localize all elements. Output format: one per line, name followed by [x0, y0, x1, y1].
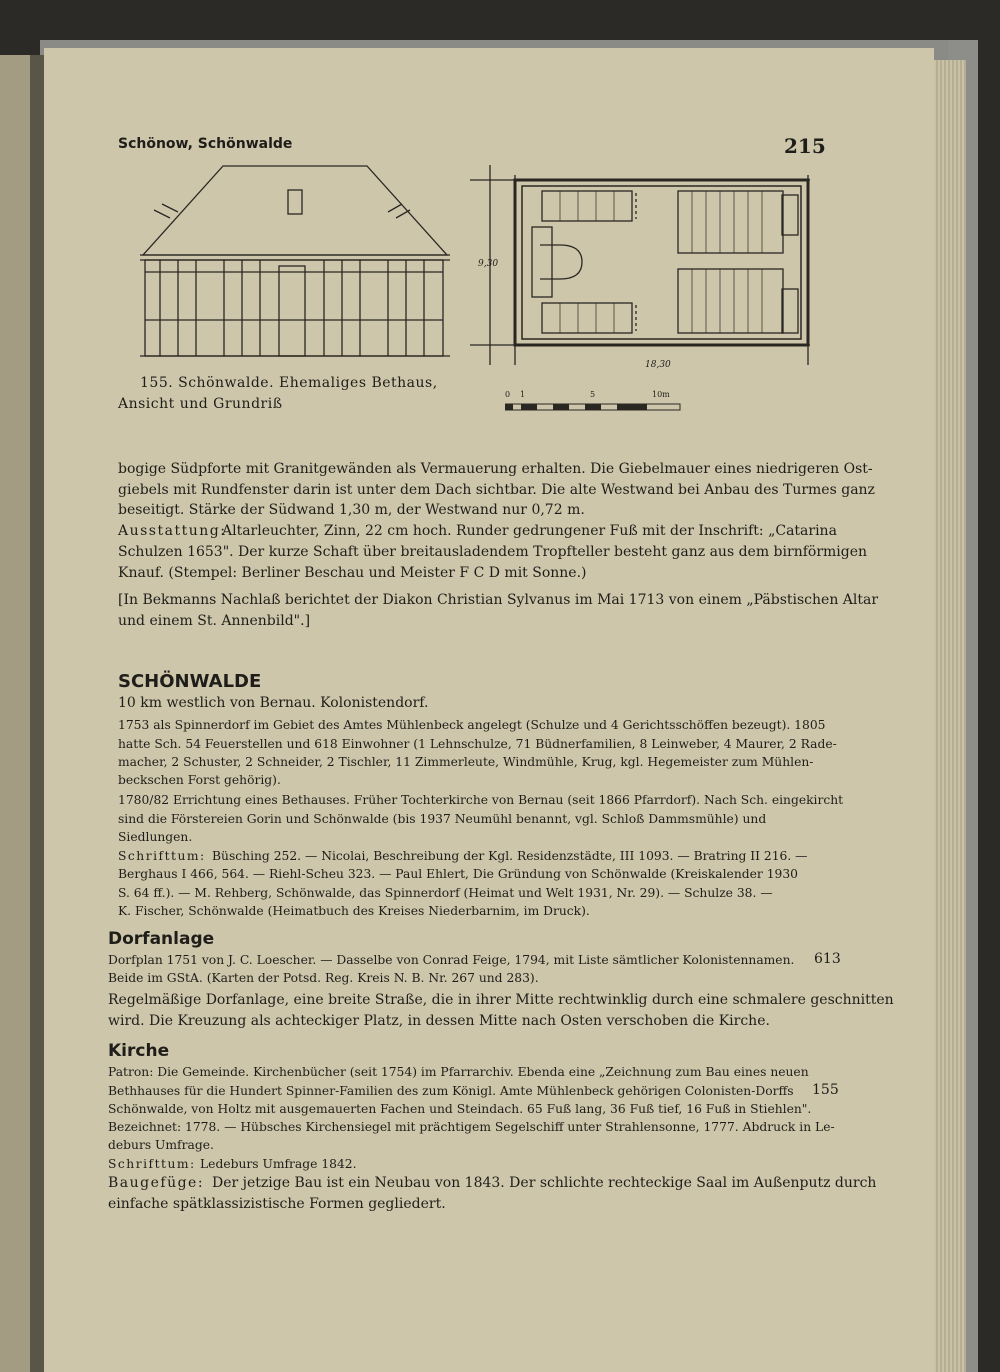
small-line: Bethhauses für die Hundert Spinner-Familien des zum Königl. Amte Mühlenbeck gehörigen Colonisten-Dorffs — [108, 1084, 794, 1098]
body-line: beseitigt. Stärke der Südwand 1,30 m, der Westwand nur 0,72 m. — [118, 502, 585, 518]
scale-label-10m: 10m — [652, 390, 670, 399]
small-line: hatte Sch. 54 Feuerstellen und 618 Einwohner (1 Lehnschulze, 71 Büdnerfamilien, 8 Leinweber, 4 Maurer, 2 Rade- — [118, 737, 837, 751]
page-edges — [930, 60, 966, 1372]
body-line: wird. Die Kreuzung als achteckiger Platz, in dessen Mitte nach Osten verschoben die Kirche. — [108, 1013, 770, 1029]
small-line: deburs Umfrage. — [108, 1138, 214, 1152]
small-line: Ledeburs Umfrage 1842. — [200, 1157, 357, 1171]
small-line: K. Fischer, Schönwalde (Heimatbuch des Kreises Niederbarnim, im Druck). — [118, 904, 590, 918]
body-line: einfache spätklassizistische Formen gegliedert. — [108, 1196, 446, 1212]
small-line: S. 64 ff.). — M. Rehberg, Schönwalde, das Spinnerdorf (Heimat und Welt 1931, Nr. 29). — Schulze 38. — — [118, 886, 773, 900]
gutter — [30, 55, 44, 1372]
body-line: und einem St. Annenbild".] — [118, 613, 311, 629]
scale-bar — [505, 400, 685, 414]
small-line: Dorfplan 1751 von J. C. Loescher. — Dasselbe von Conrad Feige, 1794, mit Liste sämtlicher Kolonistennamen. — [108, 953, 795, 967]
scale-label-0: 0 — [505, 390, 511, 399]
floor-plan-drawing — [470, 165, 830, 380]
margin-reference: 155 — [812, 1082, 839, 1098]
running-header: Schönow, Schönwalde — [118, 136, 293, 152]
small-line: Büsching 252. — Nicolai, Beschreibung der Kgl. Residenzstädte, III 1093. — Bratring II 216. — — [212, 849, 808, 863]
body-line: [In Bekmanns Nachlaß berichtet der Diakon Christian Sylvanus im Mai 1713 von einem „Päbstischen Altar — [118, 592, 879, 608]
body-line: giebels mit Rundfenster darin ist unter dem Dach sichtbar. Die alte Westwand bei Anbau des Turmes ganz — [118, 482, 875, 498]
small-line: 1753 als Spinnerdorf im Gebiet des Amtes Mühlenbeck angelegt (Schulze und 4 Gerichtsschöffen bezeugt). 1805 — [118, 718, 826, 732]
small-line: macher, 2 Schuster, 2 Schneider, 2 Tischler, 11 Zimmerleute, Windmühle, Krug, kgl. Hegemeister zum Mühlen- — [118, 755, 814, 769]
small-line: Bezeichnet: 1778. — Hübsches Kirchensiegel mit prächtigem Segelschiff unter Strahlensonne, 1777. Abdruck in Le- — [108, 1120, 835, 1134]
body-line: Regelmäßige Dorfanlage, eine breite Straße, die in ihrer Mitte rechtwinklig durch eine schmalere geschnitten — [108, 992, 894, 1008]
baugefuege-label: Baugefüge: — [108, 1175, 205, 1191]
margin-reference: 613 — [814, 951, 841, 967]
small-line: Beide im GStA. (Karten der Potsd. Reg. Kreis N. B. Nr. 267 und 283). — [108, 971, 539, 985]
schrifttum-label: Schrifttum: — [118, 849, 206, 863]
section-heading: SCHÖNWALDE — [118, 671, 262, 692]
small-line: sind die Förstereien Gorin und Schönwalde (bis 1937 Neumühl benannt, vgl. Schloß Dammsmühle) und — [118, 812, 767, 826]
small-line: Berghaus I 466, 564. — Riehl-Scheu 323. — Paul Ehlert, Die Gründung von Schönwalde (Kreiskalender 1930 — [118, 867, 798, 881]
small-line: Siedlungen. — [118, 830, 193, 844]
body-line: Der jetzige Bau ist ein Neubau von 1843. Der schlichte rechteckige Saal im Außenputz durch — [212, 1175, 877, 1191]
subsection-heading: Dorfanlage — [108, 929, 215, 949]
small-line: Schönwalde, von Holtz mit ausgemauerten Fachen und Steindach. 65 Fuß lang, 36 Fuß tief, 16 Fuß in Stiehlen". — [108, 1102, 812, 1116]
body-line: Schulzen 1653". Der kurze Schaft über breitausladendem Tropfteller besteht ganz aus dem birnförmigen — [118, 544, 868, 560]
scale-label-1: 1 — [520, 390, 526, 399]
subsection-heading: Kirche — [108, 1041, 170, 1061]
dim-height-label: 9,30 — [478, 259, 499, 269]
small-line: Patron: Die Gemeinde. Kirchenbücher (seit 1754) im Pfarrarchiv. Ebenda eine „Zeichnung zum Bau eines neuen — [108, 1065, 809, 1079]
body-line: Knauf. (Stempel: Berliner Beschau und Meister F C D mit Sonne.) — [118, 565, 587, 581]
elevation-drawing — [140, 160, 450, 365]
small-line: 1780/82 Errichtung eines Bethauses. Früher Tochterkirche von Bernau (seit 1866 Pfarrdorf). Nach Sch. eingekircht — [118, 793, 844, 807]
small-line: beckschen Forst gehörig). — [118, 773, 281, 787]
schrifttum-label: Schrifttum: — [108, 1157, 196, 1171]
body-line: Altarleuchter, Zinn, 22 cm hoch. Runder gedrungener Fuß mit der Inschrift: „Catarina — [222, 523, 837, 539]
body-line: 10 km westlich von Bernau. Kolonistendorf. — [118, 695, 429, 711]
body-line: bogige Südpforte mit Granitgewänden als Vermauerung erhalten. Die Giebelmauer eines niedrigeren Ost- — [118, 461, 873, 477]
page-number: 215 — [784, 134, 826, 158]
figure-caption-line: Ansicht und Grundriß — [118, 396, 283, 412]
figure-caption-line: 155. Schönwalde. Ehemaliges Bethaus, — [140, 375, 438, 391]
dim-width-label: 18,30 — [645, 360, 671, 370]
scale-label-5: 5 — [590, 390, 596, 399]
ausstattung-label: Ausstattung: — [118, 523, 227, 539]
